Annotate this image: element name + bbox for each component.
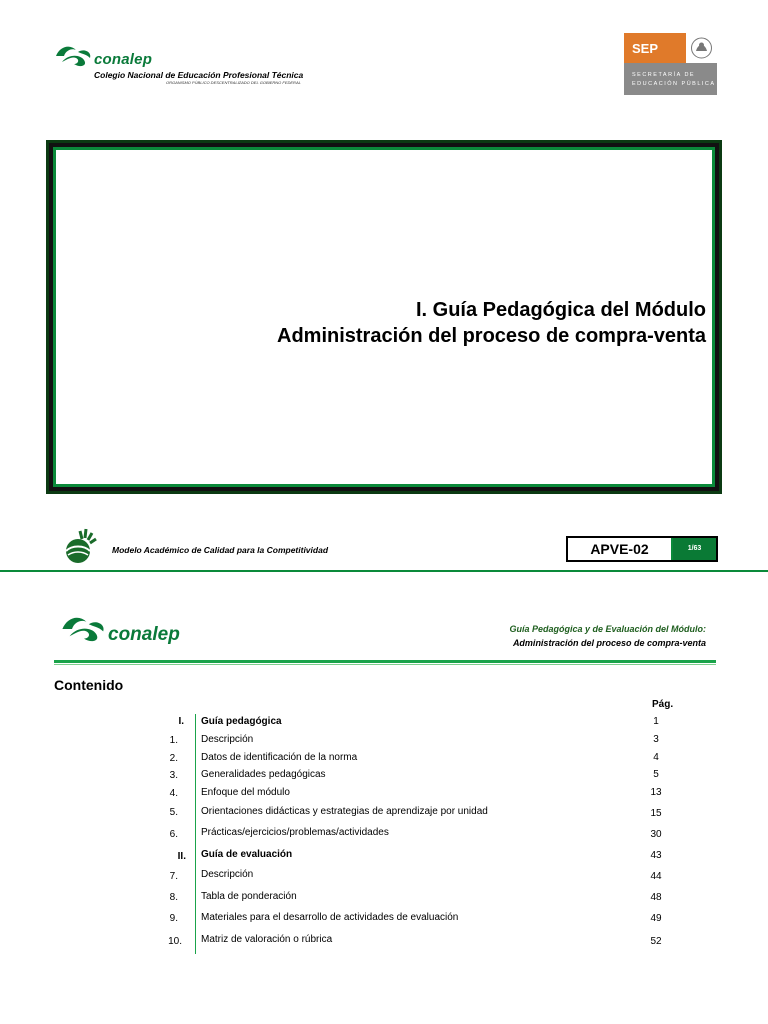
mac-logo-icon — [58, 525, 100, 565]
toc-title: Matriz de valoración o rúbrica — [201, 934, 333, 945]
toc-title: Generalidades pedagógicas — [201, 769, 326, 780]
toc-divider — [195, 714, 196, 954]
institution-subtitle: ORGANISMO PÚBLICO DESCENTRALIZADO DEL GOBIERNO FEDERAL — [166, 80, 301, 85]
toc-page: 30 — [650, 829, 662, 840]
toc-number: 2. — [169, 753, 178, 764]
guia-header-line1: Guía Pedagógica y de Evaluación del Módulo: — [509, 624, 706, 634]
cover-frame-inner — [53, 147, 715, 487]
toc-title: Descripción — [201, 869, 254, 880]
toc-page: 48 — [650, 892, 662, 903]
page-column-header: Pág. — [652, 699, 674, 710]
toc-page: 44 — [650, 871, 662, 882]
toc-title: Guía de evaluación — [201, 849, 293, 860]
model-text: Modelo Académico de Calidad para la Competitividad — [112, 545, 329, 555]
toc-number: 3. — [169, 770, 178, 781]
contents-heading: Contenido — [54, 677, 124, 693]
cover-title-line1: I. Guía Pedagógica del Módulo — [415, 299, 706, 321]
toc-number: 1. — [169, 735, 178, 746]
toc-number: 8. — [169, 892, 178, 903]
toc-page: 3 — [653, 734, 659, 745]
sep-label: SEP — [632, 41, 659, 56]
module-code-box — [566, 536, 718, 562]
toc-number: 7. — [169, 871, 178, 882]
toc-number: 10. — [168, 936, 182, 947]
sep-logo — [624, 33, 717, 95]
toc-title: Orientaciones didácticas y estrategias de aprendizaje por unidad — [201, 806, 488, 817]
toc-title: Tabla de ponderación — [201, 891, 297, 902]
guia-header — [509, 622, 706, 650]
cover-frame — [46, 140, 722, 494]
toc-title: Datos de identificación de la norma — [201, 752, 358, 763]
toc-page: 43 — [650, 850, 662, 861]
page-separator — [0, 570, 768, 572]
conalep-wordmark: conalep — [94, 51, 153, 68]
toc-title: Prácticas/ejercicios/problemas/actividades — [201, 827, 389, 838]
cover-title — [277, 297, 706, 349]
toc-number: 9. — [169, 913, 178, 924]
header-rule-thin — [54, 664, 716, 665]
sep-subtitle: SECRETARÍA DE EDUCACIÓN PÚBLICA — [632, 72, 716, 87]
toc-page: 5 — [653, 769, 659, 780]
toc-number: 5. — [169, 807, 178, 818]
toc-page: 49 — [650, 913, 662, 924]
page-counter: 1/63 — [673, 538, 716, 560]
institution-name: Colegio Nacional de Educación Profesional Técnica — [94, 70, 304, 80]
guia-header-line2: Administración del proceso de compra-venta — [512, 638, 706, 648]
toc-page: 4 — [653, 752, 659, 763]
toc-title: Materiales para el desarrollo de actividades de evaluación — [201, 912, 459, 923]
toc-page: 15 — [650, 808, 662, 819]
toc-number: I. — [178, 716, 184, 727]
header-rule — [54, 660, 716, 663]
toc-number: 4. — [169, 788, 178, 799]
conalep-wordmark: conalep — [108, 624, 180, 645]
mexico-seal-icon — [686, 33, 717, 63]
toc-title: Guía pedagógica — [201, 716, 282, 727]
toc-number: 6. — [169, 829, 178, 840]
toc-title: Enfoque del módulo — [201, 787, 290, 798]
conalep-logo-icon — [54, 42, 94, 70]
sep-orange-block — [624, 33, 686, 63]
toc-page: 52 — [650, 936, 662, 947]
conalep-logo-icon — [60, 612, 108, 646]
module-code: APVE-02 — [568, 538, 673, 560]
cover-title-line2: Administración del proceso de compra-venta — [277, 325, 706, 347]
toc-title: Descripción — [201, 734, 254, 745]
toc-number: II. — [177, 851, 186, 862]
toc-page: 13 — [650, 787, 662, 798]
toc-page: 1 — [653, 716, 659, 727]
